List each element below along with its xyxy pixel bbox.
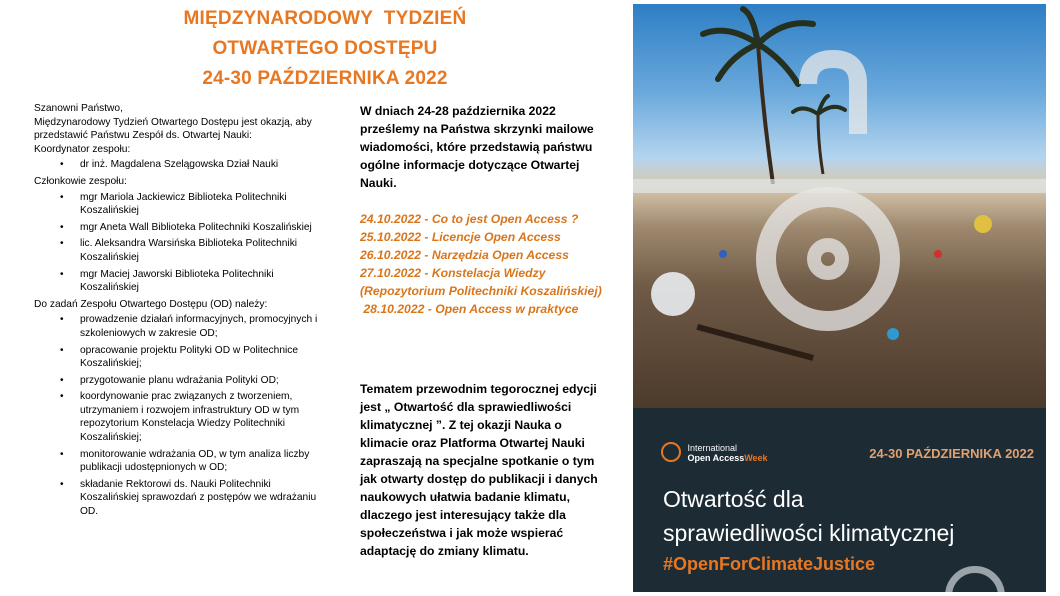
task-item: • prowadzenie działań informacyjnych, promocyjnych i szkoleniowych w zakresie OD; xyxy=(80,313,324,340)
schedule-item: 25.10.2022 - Licencje Open Access xyxy=(360,230,561,244)
greeting: Szanowni Państwo, xyxy=(34,103,123,114)
logo-line-2b: Week xyxy=(744,452,768,463)
task-item: • opracowanie projektu Polityki OD w Politechnice Koszalińskiej; xyxy=(80,344,324,371)
schedule-item: 27.10.2022 - Konstelacja Wiedzy (Repozytorium Politechniki Koszalińskiej) xyxy=(360,266,602,298)
tasks-label: Do zadań Zespołu Otwartego Dostępu (OD) należy: xyxy=(34,298,268,310)
title-line-3: 24-30 PAŹDZIERNIKA 2022 xyxy=(202,68,448,89)
member-item: • mgr Aneta Wall Biblioteka Politechniki Koszalińskiej xyxy=(80,221,324,235)
members-list xyxy=(34,191,324,295)
schedule-column xyxy=(360,102,610,318)
team-column xyxy=(34,102,324,522)
palm-tree-icon xyxy=(703,9,813,184)
member-item: • lic. Aleksandra Warsińska Biblioteka Politechniki Koszalińskiej xyxy=(80,237,324,264)
coordinator-label: Koordynator zespołu: xyxy=(34,143,131,155)
palm-tree-icon xyxy=(793,96,845,174)
poster-headline xyxy=(663,482,954,550)
oaw-logo xyxy=(661,442,768,463)
coordinator-list xyxy=(34,158,324,172)
schedule-list xyxy=(360,210,610,318)
schedule-item: 24.10.2022 - Co to jest Open Access ? xyxy=(360,212,579,226)
decorative-circle-icon xyxy=(945,566,1005,592)
members-label: Członkowie zespołu: xyxy=(34,175,127,187)
logo-line-2: Open Access xyxy=(687,452,745,463)
logo-line-1: International xyxy=(687,442,738,453)
title-line-2: OTWARTEGO DOSTĘPU xyxy=(212,38,438,59)
tasks-list xyxy=(34,313,324,518)
debris-icon xyxy=(651,215,992,361)
headline-line-2: sprawiedliwości klimatycznej xyxy=(663,520,955,546)
intro-text: Międzynarodowy Tydzień Otwartego Dostępu jest okazją, aby przedstawić Państwu Zespół ds. Otwartej Nauki: xyxy=(34,116,312,142)
schedule-intro: W dniach 24-28 października 2022 prześlemy na Państwa skrzynki mailowe wiadomości, które przedstawią państwu ogólne informacje dotyczące Otwartej Nauki. xyxy=(360,104,594,190)
task-item: • koordynowanie prac związanych z tworzeniem, utrzymaniem i rozwojem infrastruktury OD w tym repozytorium Konstelacja Wiedzy Politechniki Koszalińskiej; xyxy=(80,390,324,444)
task-item: • składanie Rektorowi ds. Nauki Politechniki Koszalińskiej sprawozdań z postępów we wdrażaniu OD. xyxy=(80,478,324,519)
poster-hashtag: #OpenForClimateJustice xyxy=(663,554,876,574)
member-item: • mgr Maciej Jaworski Biblioteka Politechniki Koszalińskiej xyxy=(80,268,324,295)
beach-photo xyxy=(633,4,1046,408)
document-title xyxy=(130,4,520,94)
poster-date: 24-30 PAŹDZIERNIKA 2022 xyxy=(869,446,1034,461)
headline-line-1: Otwartość dla xyxy=(663,486,804,512)
theme-paragraph: Tematem przewodnim tegorocznej edycji jest „ Otwartość dla sprawiedliwości klimatycznej ”. Z tej okazji Nauka o klimacie oraz Platforma Otwartej Nauki zapraszają na specjalne spotkanie o tym jak otwarty dostęp do publikacji i danych naukowych ułatwia badanie klimatu, dlaczego jest interesujący także dla społeczeństwa i jak może wspierać adaptację do zmiany klimatu. xyxy=(360,382,598,558)
member-item: • mgr Mariola Jackiewicz Biblioteka Politechniki Koszalińskiej xyxy=(80,191,324,218)
schedule-item: 28.10.2022 - Open Access w praktyce xyxy=(360,302,579,316)
poster-illustration xyxy=(633,4,1046,408)
title-line-1: MIĘDZYNARODOWY TYDZIEŃ xyxy=(183,8,467,29)
open-access-logo-icon xyxy=(661,442,681,462)
poster-band xyxy=(633,408,1046,592)
task-item: • monitorowanie wdrażania OD, w tym analiza liczby publikacji udostępnionych w OD; xyxy=(80,448,324,475)
schedule-item: 26.10.2022 - Narzędzia Open Access xyxy=(360,248,569,262)
oaw-poster xyxy=(633,4,1046,592)
task-item: • przygotowanie planu wdrażania Polityki OD; xyxy=(80,374,324,388)
coordinator-item: • dr inż. Magdalena Szelągowska Dział Nauki xyxy=(80,158,324,172)
